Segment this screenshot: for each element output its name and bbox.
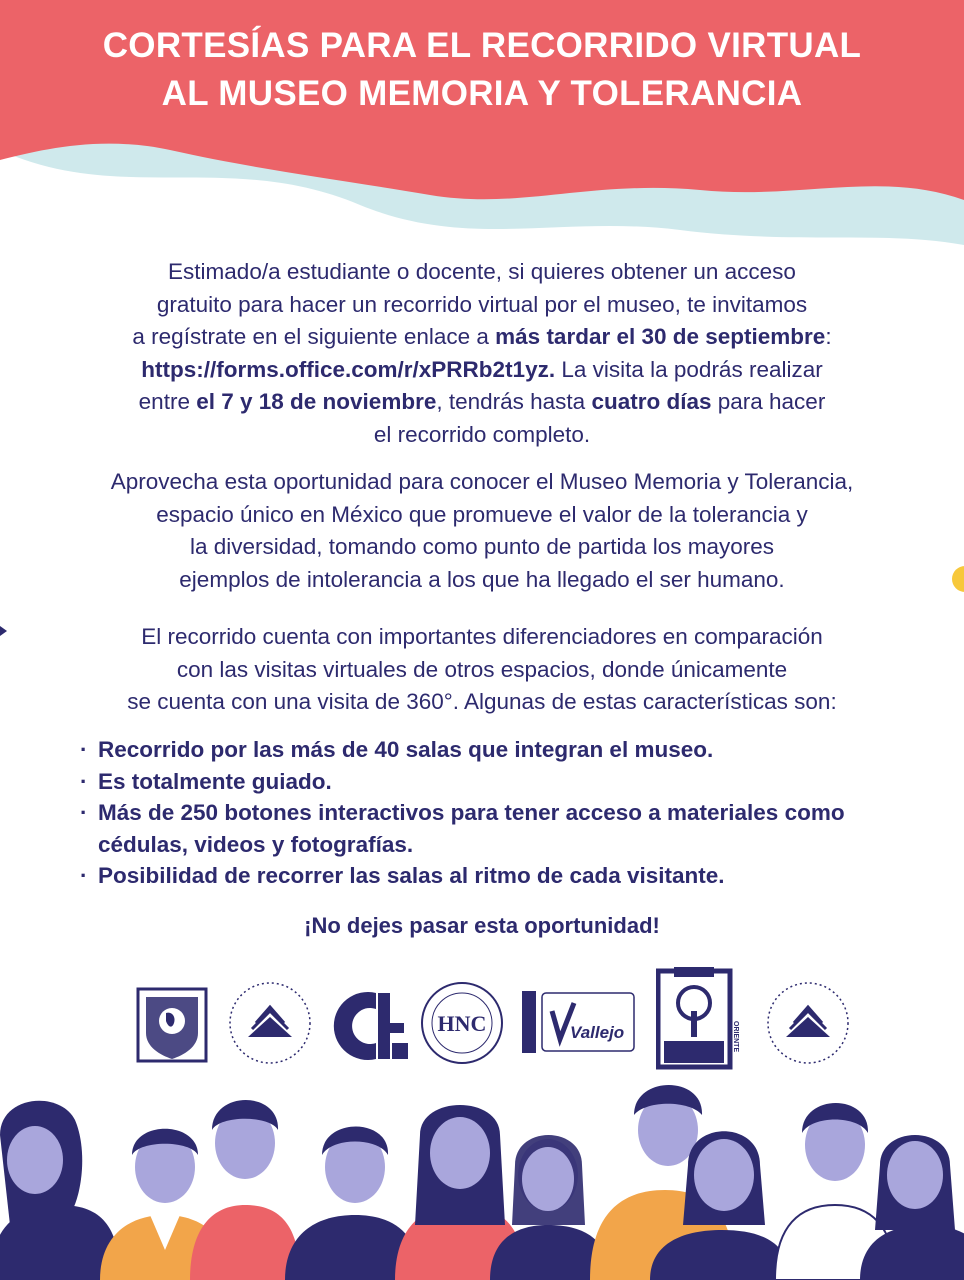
- about-line: Aprovecha esta oportunidad para conocer el Museo Memoria y Tolerancia,: [110, 469, 854, 494]
- intro-text: :: [825, 324, 832, 349]
- features-line: se cuenta con una visita de 360°. Algunas de estas características son:: [127, 689, 837, 714]
- call-to-action: ¡No dejes pasar esta oportunidad!: [304, 913, 660, 938]
- title-line-1: CORTESÍAS PARA EL RECORRIDO VIRTUAL: [102, 26, 862, 65]
- visit-days: cuatro días: [591, 389, 712, 414]
- cch-oriente-logo-icon: [656, 967, 740, 1071]
- about-paragraph: [0, 466, 964, 596]
- registration-link[interactable]: https://forms.office.com/r/xPRRb2t1yz.: [141, 356, 556, 382]
- intro-text: para hacer: [711, 389, 826, 414]
- person-icon: [860, 1135, 964, 1280]
- list-item: · Posibilidad de recorrer las salas al ritmo de cada visitante.: [80, 860, 940, 892]
- about-line: espacio único en México que promueve el valor de la tolerancia y: [156, 501, 808, 527]
- person-icon: [190, 1100, 300, 1280]
- oriente-label: ORIENTE: [732, 1021, 739, 1053]
- page-title: [0, 22, 964, 118]
- intro-text: el recorrido completo.: [373, 421, 591, 447]
- cch-vallejo-logo: [522, 989, 636, 1055]
- cch-naucalpan-logo-icon: [418, 979, 506, 1067]
- vallejo-frame-icon: [522, 989, 636, 1055]
- intro-paragraph: [0, 256, 964, 451]
- features-line: El recorrido cuenta con importantes diferenciadores en comparación: [141, 624, 823, 649]
- naucalpan-letters: HNC: [437, 1011, 487, 1036]
- features-paragraph: [0, 621, 964, 719]
- intro-text: entre: [138, 389, 197, 414]
- cch-sur-seal-icon: [764, 979, 852, 1067]
- intro-text: gratuito para hacer un recorrido virtual por el museo, te invitamos: [156, 291, 808, 317]
- list-item: · Es totalmente guiado.: [80, 766, 940, 798]
- list-item: · Recorrido por las más de 40 salas que integran el museo.: [80, 734, 940, 766]
- intro-text: , tendrás hasta: [436, 389, 592, 414]
- deadline-text: más tardar el 30 de septiembre: [495, 324, 826, 349]
- cch-azcapotzalco-logo-icon: [330, 985, 412, 1067]
- cch-seal-icon: [226, 979, 314, 1067]
- features-line: con las visitas virtuales de otros espacios, donde únicamente: [176, 656, 788, 682]
- person-icon: [0, 1101, 120, 1280]
- about-line: la diversidad, tomando como punto de partida los mayores: [189, 534, 775, 559]
- title-line-2: AL MUSEO MEMORIA Y TOLERANCIA: [161, 74, 803, 113]
- intro-text: La visita la podrás realizar: [555, 356, 823, 382]
- unam-logo-icon: [136, 987, 208, 1063]
- people-illustration: [0, 1075, 964, 1280]
- vallejo-label: Vallejo: [570, 1023, 625, 1042]
- list-item: · Más de 250 botones interactivos para tener acceso a materiales como cédulas, videos y fotografías.: [80, 797, 940, 860]
- header-banner: [0, 0, 964, 260]
- intro-text: a regístrate en el siguiente enlace a: [132, 324, 496, 349]
- logos-row: [0, 965, 964, 1075]
- features-list: [80, 734, 940, 892]
- visit-dates: el 7 y 18 de noviembre: [196, 389, 437, 414]
- about-line: ejemplos de intolerancia a los que ha llegado el ser humano.: [179, 566, 785, 592]
- intro-text: Estimado/a estudiante o docente, si quieres obtener un acceso: [168, 259, 796, 284]
